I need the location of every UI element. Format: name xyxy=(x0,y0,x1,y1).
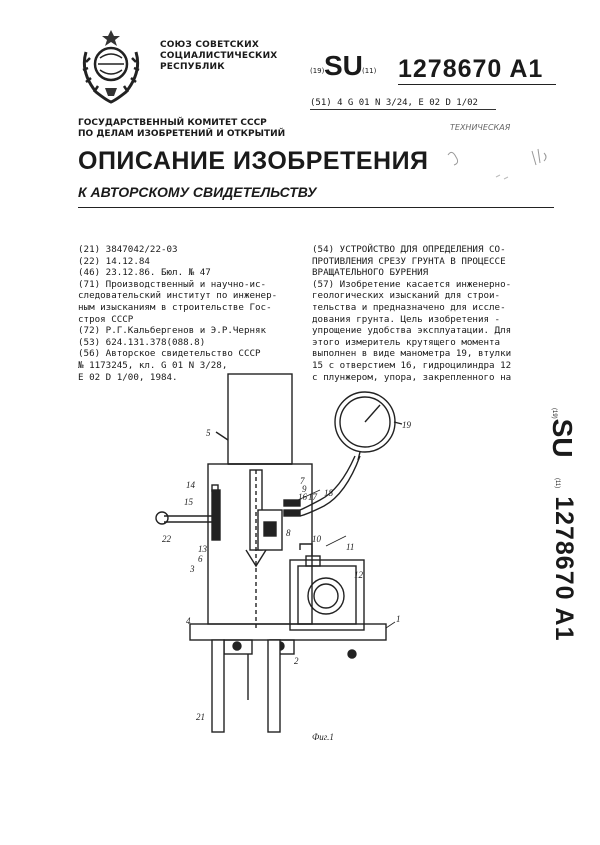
figure-label: 4 xyxy=(186,616,191,626)
biblio-line: (46) 23.12.86. Бюл. № 47 xyxy=(78,267,211,279)
part-handle-knob xyxy=(156,512,168,524)
abstract-line: ВРАЩАТЕЛЬНОГО БУРЕНИЯ xyxy=(312,267,429,279)
stamp-marks xyxy=(440,135,570,195)
biblio-line: E 02 D 1/00, 1984. xyxy=(78,371,178,383)
biblio-line: ным изысканиям в строительстве Гос- xyxy=(78,301,272,313)
figure-label: 14 xyxy=(186,480,195,490)
biblio-line: строя СССР xyxy=(78,313,134,325)
committee-name xyxy=(78,118,285,140)
ipc-underline xyxy=(310,109,496,110)
org-line: СОЮЗ СОВЕТСКИХ xyxy=(160,40,259,50)
abstract-line: упрощение удобства эксплуатации. Для xyxy=(312,325,512,337)
abstract-line: выполнен в виде манометра 19, втулки xyxy=(312,348,512,360)
part-sleeve xyxy=(212,490,220,540)
abstract-line: 15 с отверстием 16, гидроцилиндра 12 xyxy=(312,359,512,371)
abstract-line: геологических изысканий для строи- xyxy=(312,290,501,302)
figure-label: 17 xyxy=(308,492,317,502)
part-base-plate xyxy=(190,624,386,640)
figure-label: 21 xyxy=(196,712,205,722)
figure-label: 15 xyxy=(184,497,193,507)
part-hydraulic-cylinder xyxy=(290,560,364,630)
figure-label: 11 xyxy=(346,542,355,552)
biblio-line: № 1173245, кл. G 01 N 3/28, xyxy=(78,359,228,371)
header-rule xyxy=(78,207,554,208)
org-line: РЕСПУБЛИК xyxy=(160,62,225,72)
patent-number: 1278670 A1 xyxy=(398,55,544,83)
figure-label: 12 xyxy=(354,570,363,580)
committee-line: ПО ДЕЛАМ ИЗОБРЕТЕНИЙ И ОТКРЫТИЙ xyxy=(78,129,286,139)
abstract-line: (54) УСТРОЙСТВО ДЛЯ ОПРЕДЕЛЕНИЯ СО- xyxy=(312,244,506,255)
ipc-classification: (51) 4 G 01 N 3/24, E 02 D 1/02 xyxy=(310,98,478,108)
org-line: СОЦИАЛИСТИЧЕСКИХ xyxy=(160,51,278,61)
biblio-line: (53) 624.131.378(088.8) xyxy=(78,336,206,348)
document-subtitle: К АВТОРСКОМУ СВИДЕТЕЛЬСТВУ xyxy=(78,184,317,200)
sidebar-code19: (19) xyxy=(551,408,557,419)
figure-label: 8 xyxy=(286,528,291,538)
figure-label: 2 xyxy=(294,656,299,666)
organization-name xyxy=(160,40,277,73)
biblio-line: (22) 14.12.84 xyxy=(78,255,150,267)
library-stamp: ТЕХНИЧЕСКАЯ xyxy=(450,123,511,132)
figure-label: 7 xyxy=(300,476,305,486)
figure-label: 10 xyxy=(312,534,321,544)
figure-label: 16 xyxy=(298,492,307,502)
patent-underline xyxy=(398,84,556,85)
state-emblem xyxy=(68,22,154,108)
biblio-line: (71) Производственный и научно-ис- xyxy=(78,278,267,290)
sidebar-country-text: SU xyxy=(547,418,578,458)
part-leg-right xyxy=(268,640,280,732)
figure-label: 1 xyxy=(396,614,401,624)
figure-label: 6 xyxy=(198,554,203,564)
figure-label: 22 xyxy=(162,534,171,544)
committee-line: ГОСУДАРСТВЕННЫЙ КОМИТЕТ СССР xyxy=(78,118,267,128)
figure-label: 9 xyxy=(302,484,307,494)
abstract-line: дования грунта. Цель изобретения - xyxy=(312,313,501,325)
figure-label: 3 xyxy=(190,564,195,574)
vertical-patent-number xyxy=(538,408,578,708)
code-19: (19) xyxy=(310,67,325,75)
part-housing-top xyxy=(228,374,292,464)
sidebar-country xyxy=(546,408,578,458)
country-code: SU xyxy=(324,50,363,81)
abstract-line: тельства и предназначено для иссле- xyxy=(312,301,506,313)
document-title: ОПИСАНИЕ ИЗОБРЕТЕНИЯ xyxy=(78,147,429,175)
sidebar-number xyxy=(549,478,578,642)
sidebar-code11: (11) xyxy=(554,478,560,489)
figure-label: 5 xyxy=(206,428,211,438)
abstract-line: (57) Изобретение касается инженерно- xyxy=(312,278,512,290)
sidebar-number-text: 1278670 A1 xyxy=(550,496,578,642)
biblio-line: (56) Авторское свидетельство СССР xyxy=(78,348,261,360)
figure-label: 18 xyxy=(324,488,333,498)
biblio-line: следовательский институт по инженер- xyxy=(78,290,278,302)
biblio-line: (21) 3847042/22-03 xyxy=(78,244,178,255)
code-11: (11) xyxy=(362,67,377,75)
abstract-line: ПРОТИВЛЕНИЯ СРЕЗУ ГРУНТА В ПРОЦЕССЕ xyxy=(312,255,506,267)
biblio-line: (72) Р.Г.Кальбергенов и Э.Р.Черняк xyxy=(78,325,267,337)
figure-label: 19 xyxy=(402,420,411,430)
figure-caption: Фиг.1 xyxy=(312,732,334,742)
abstract-line: этого измеритель крутящего момента xyxy=(312,336,501,348)
part-leg-left xyxy=(212,640,224,732)
figure-label: 13 xyxy=(198,544,207,554)
figure-drawing xyxy=(140,360,540,760)
abstract-line: с плунжером, упора, закрепленного на xyxy=(312,371,512,383)
